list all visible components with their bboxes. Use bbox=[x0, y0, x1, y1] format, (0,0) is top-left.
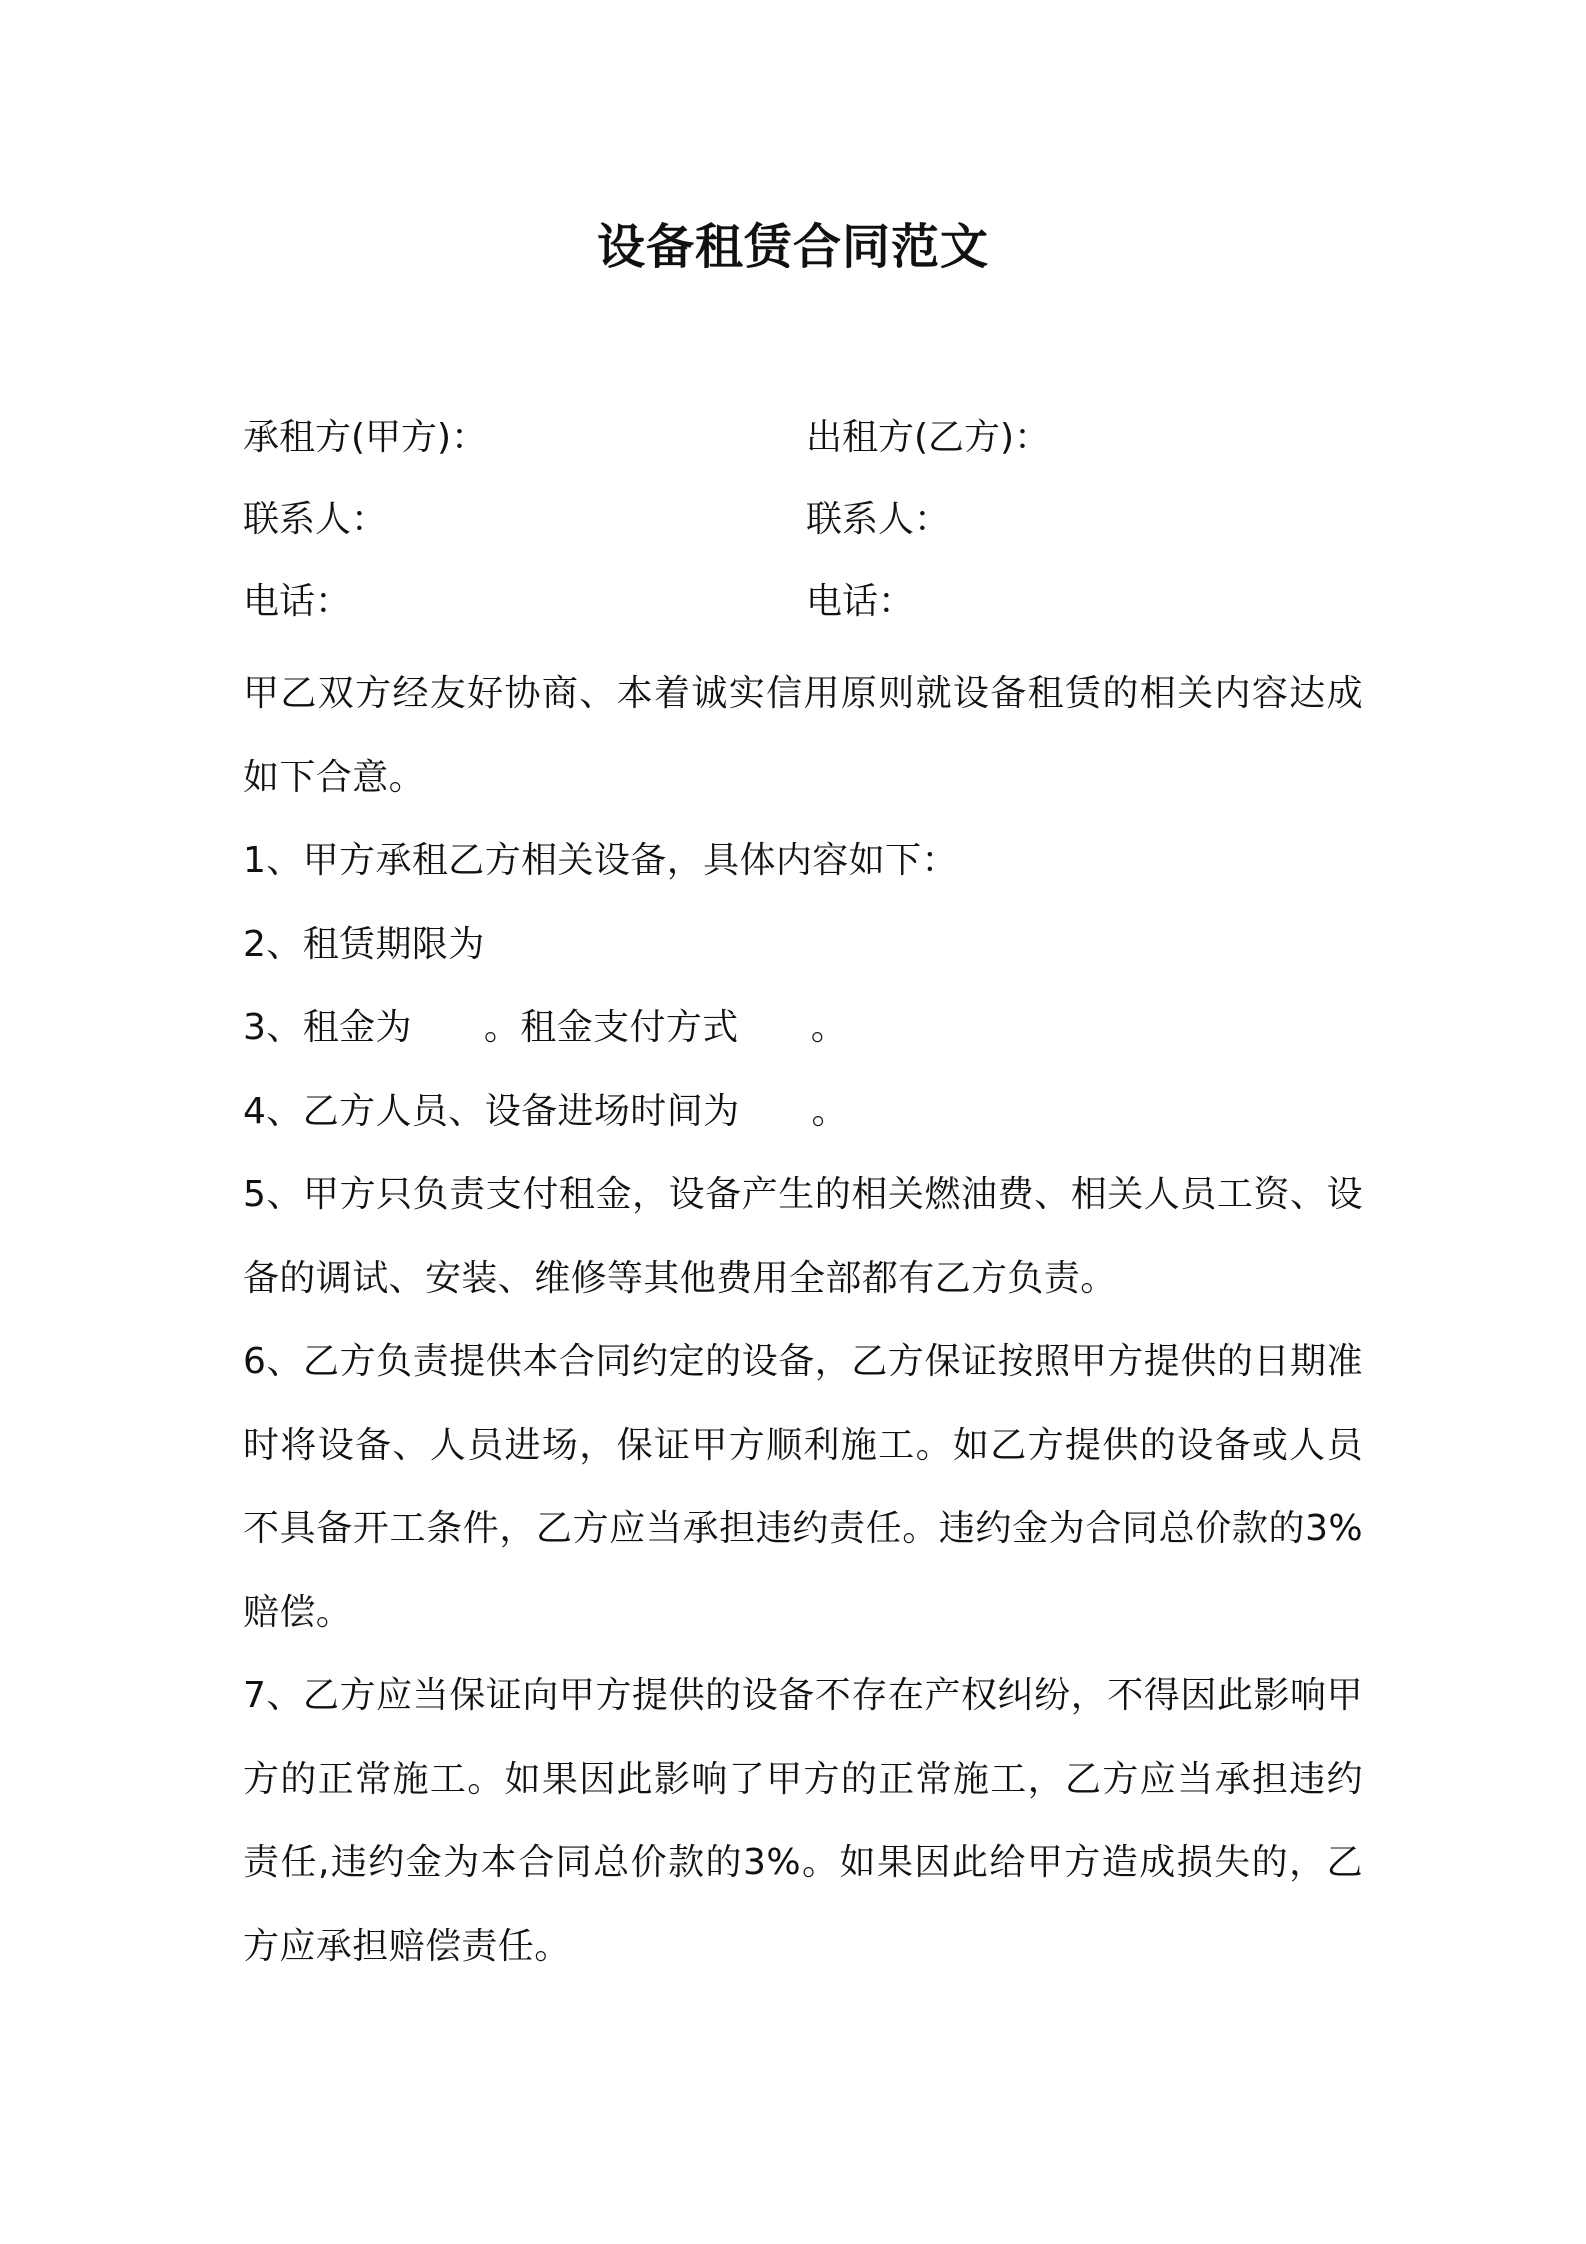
clause-4 bbox=[243, 1070, 1363, 1154]
lessor-contact-label: 联系人： bbox=[806, 499, 951, 540]
intro-paragraph: 甲乙双方经友好协商、本着诚实信用原则就设备租赁的相关内容达成如下合意。 bbox=[243, 673, 1363, 798]
lessor-phone-label: 电话： bbox=[806, 581, 915, 622]
clause-1: 1、甲方承租乙方相关设备，具体内容如下： bbox=[243, 840, 958, 881]
clause-7: 7、乙方应当保证向甲方提供的设备不存在产权纠纷，不得因此影响甲方的正常施工。如果因此影响了甲方的正常施工，乙方应当承担违约责任,违约金为本合同总价款的3%。如果因此给甲方造成损失的，乙方应承担赔偿责任。 bbox=[243, 1675, 1363, 1967]
document-title: 设备租赁合同范文 bbox=[596, 219, 989, 275]
contract-body bbox=[243, 652, 1363, 1988]
clause-4-end: 。 bbox=[811, 1090, 848, 1132]
party-row-contacts bbox=[243, 490, 1363, 550]
lessor-label: 出租方(乙方)： bbox=[806, 417, 1051, 458]
lessee-label: 承租方(甲方)： bbox=[243, 417, 488, 458]
clause-6: 6、乙方负责提供本合同约定的设备，乙方保证按照甲方提供的日期准时将设备、人员进场，保证甲方顺利施工。如乙方提供的设备或人员不具备开工条件，乙方应当承担违约责任。违约金为合同总价款的3%赔偿。 bbox=[243, 1341, 1363, 1633]
clause-2: 2、租赁期限为 bbox=[243, 923, 485, 965]
lessee-phone-label: 电话： bbox=[243, 581, 352, 622]
clause-3-end: 。 bbox=[810, 1007, 848, 1048]
party-row-phones bbox=[243, 572, 1363, 632]
clause-3-rent-label: 3、租金为 bbox=[243, 1007, 412, 1048]
clause-3-payment-label: 。租金支付方式 bbox=[483, 1007, 739, 1048]
clause-4-label: 4、乙方人员、设备进场时间为 bbox=[243, 1090, 740, 1132]
clause-5: 5、甲方只负责支付租金，设备产生的相关燃油费、相关人员工资、设备的调试、安装、维修等其他费用全部都有乙方负责。 bbox=[243, 1174, 1363, 1299]
party-row-names bbox=[243, 408, 1363, 468]
clause-3 bbox=[243, 986, 1363, 1070]
lessee-contact-label: 联系人： bbox=[243, 499, 388, 540]
